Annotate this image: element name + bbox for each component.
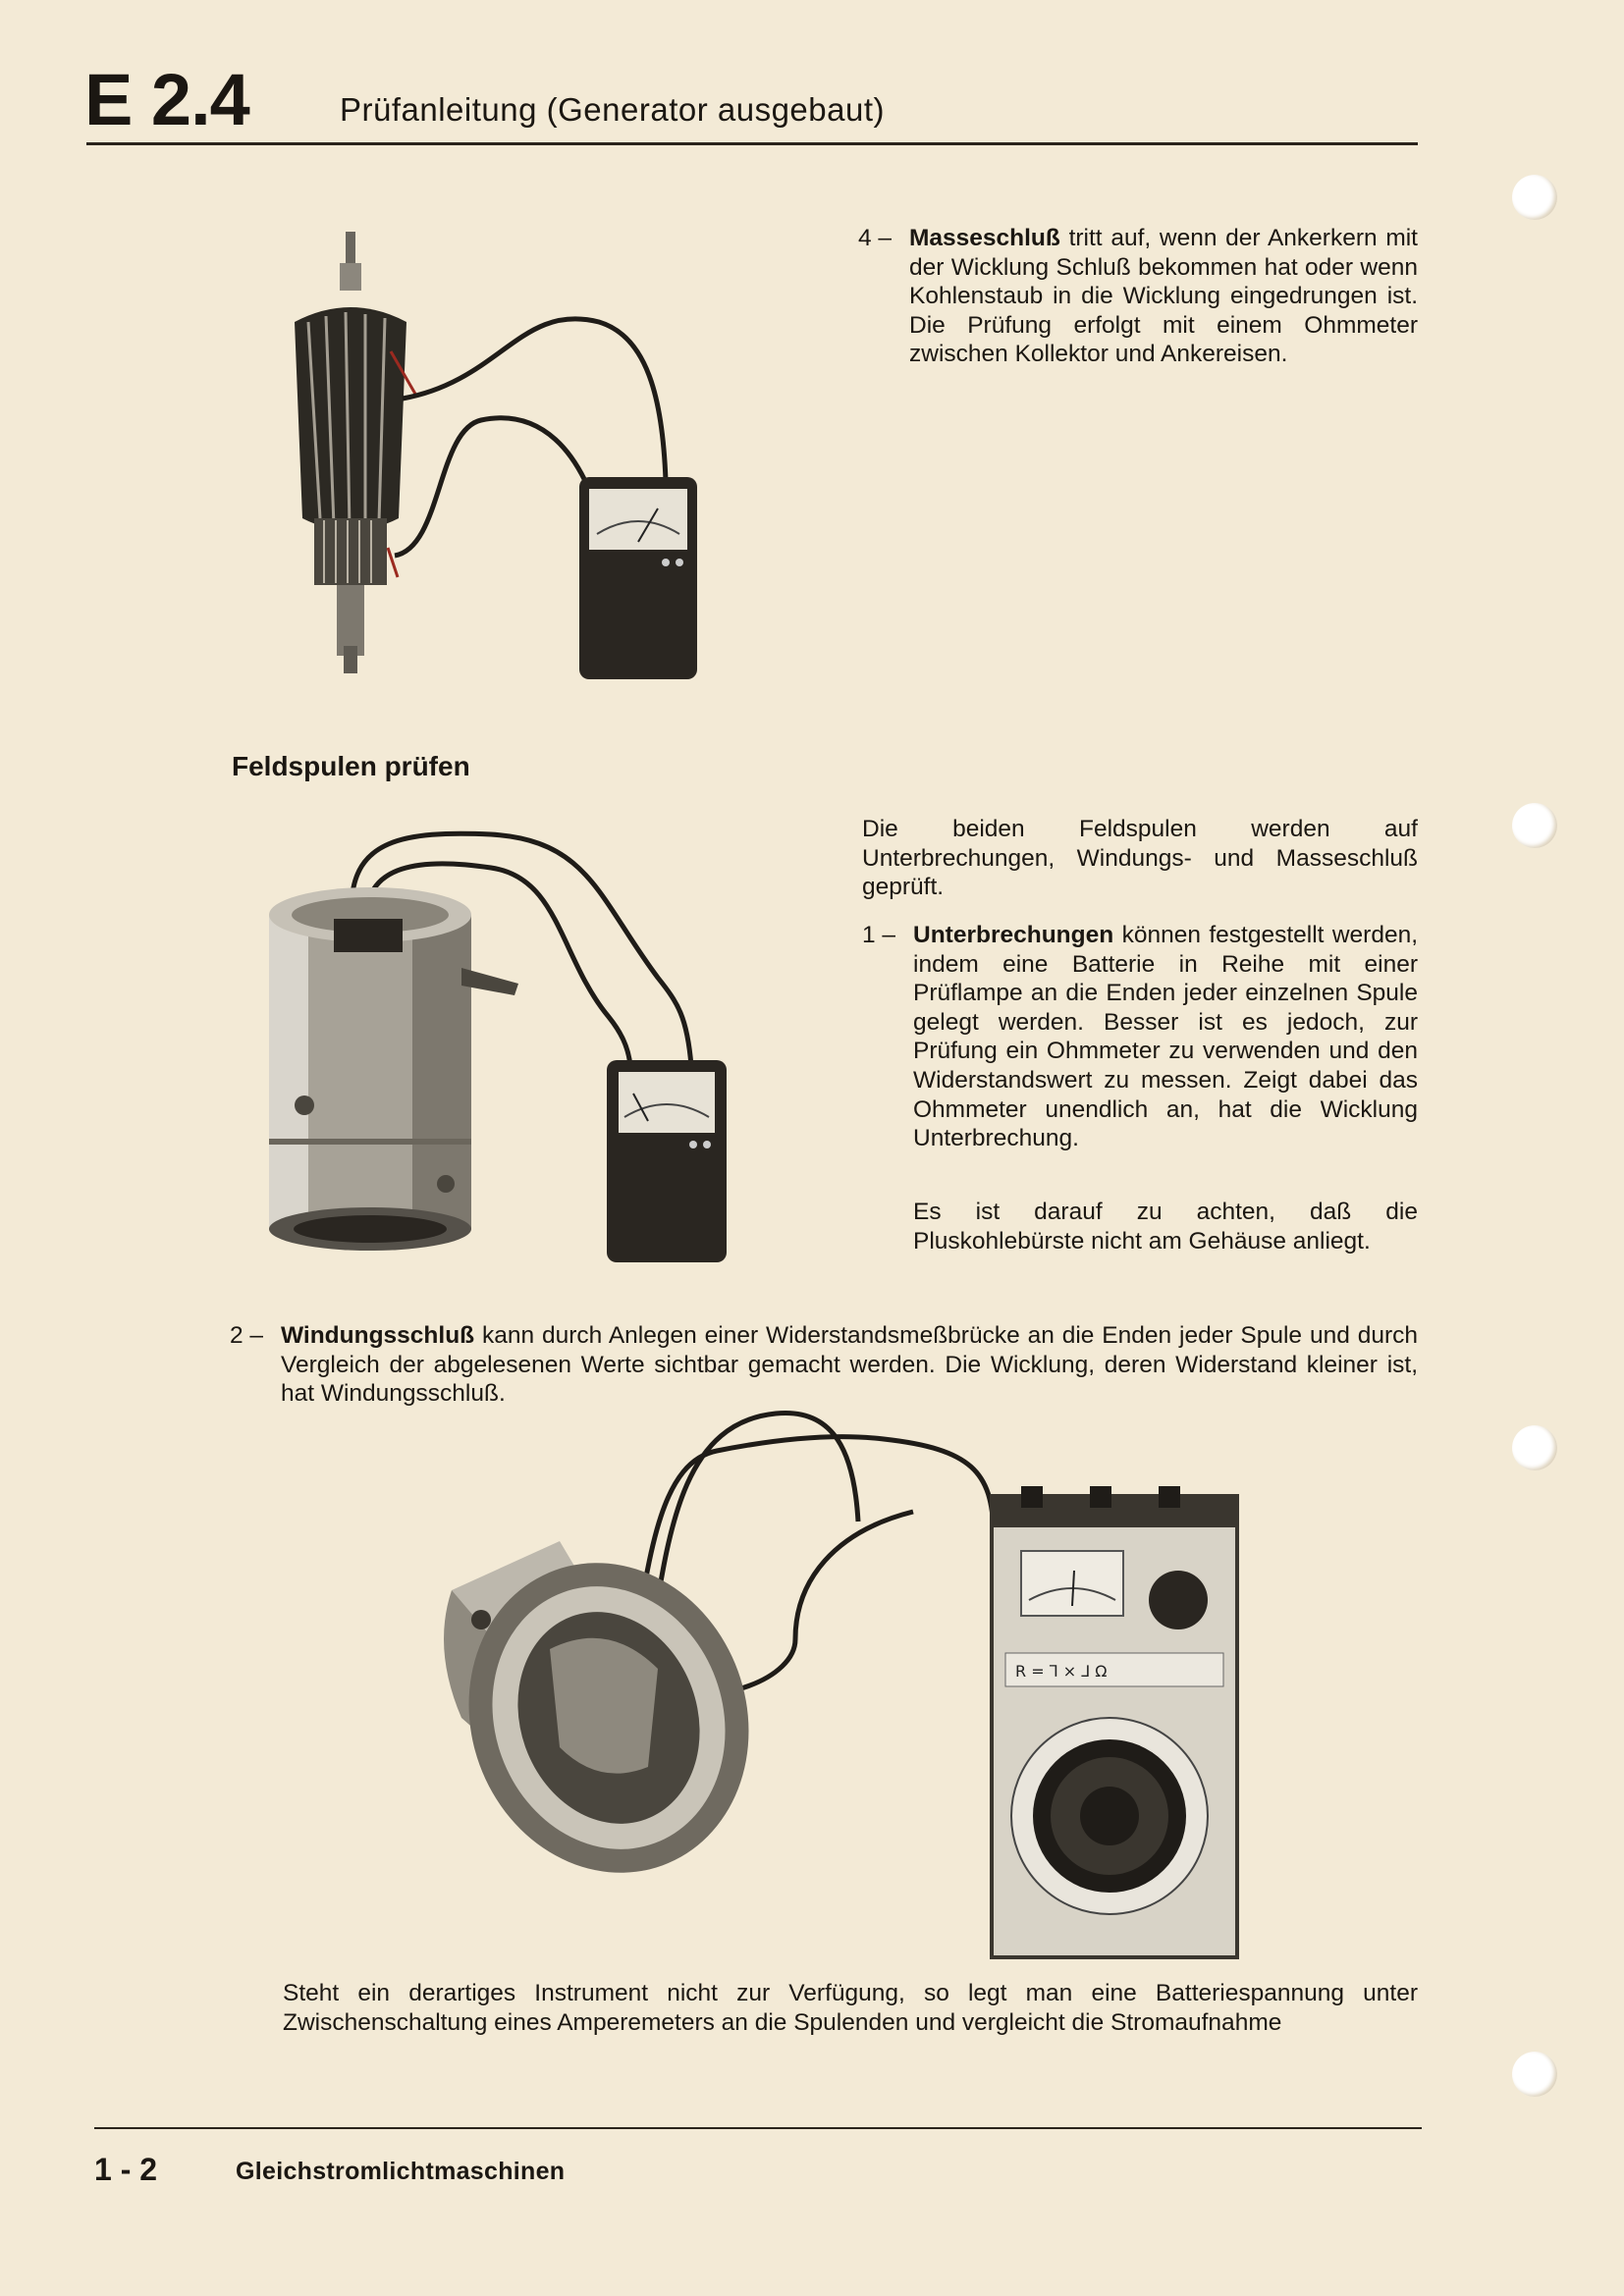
pluskohle-note: Es ist darauf zu achten, daß die Pluskohlebürste nicht am Gehäuse anliegt.	[913, 1199, 1418, 1255]
section-heading-feldspulen: Feldspulen prüfen	[232, 751, 470, 781]
section-number: E 2.4	[84, 59, 249, 140]
fieldcoil-ohmmeter-figure	[265, 821, 766, 1272]
footer-rule	[94, 2127, 1422, 2129]
unterbrechungen-paragraph	[862, 921, 1418, 1153]
punch-hole	[1512, 2052, 1557, 2097]
header-rule	[86, 142, 1418, 145]
bridge-label-row: R = ⅂ × ⅃ Ω	[1015, 1662, 1108, 1681]
bottom-paragraph: Steht ein derartiges Instrument nicht zur Verfügung, so legt man eine Batteriespannung unter Zwischenschaltung eines Amperemeters an die Spulenden und vergleicht die Stromaufnahme	[283, 1980, 1418, 2036]
masseschluss-paragraph	[858, 224, 1418, 369]
page-number: 1 - 2	[94, 2152, 158, 2187]
punch-hole	[1512, 803, 1557, 848]
punch-hole	[1512, 175, 1557, 220]
item-number: 2 –	[230, 1322, 264, 1349]
punch-hole	[1512, 1425, 1557, 1470]
page-title: Prüfanleitung (Generator ausgebaut)	[340, 91, 886, 128]
term-unterbrechungen: Unterbrechungen	[913, 922, 1114, 948]
footer-chapter-title: Gleichstromlichtmaschinen	[236, 2158, 566, 2185]
windungsschluss-text: kann durch Anlegen einer Widerstandsmeßbrücke an die Enden jeder Spule und durch Vergleich der abgelesenen Werte sichtbar gemacht werden. Die Wicklung, deren Widerstand kleiner ist, hat Windungsschluß.	[281, 1322, 1418, 1408]
masseschluss-text: tritt auf, wenn der Ankerkern mit der Wicklung Schluß bekommen hat oder wenn Kohlenstaub in die Wicklung eingedrungen ist. Die Prüfung erfolgt mit einem Ohmmeter zwischen Kollektor und Ankereisen.	[909, 225, 1418, 368]
term-masseschluss: Masseschluß	[909, 225, 1060, 251]
item-number: 4 –	[858, 225, 893, 251]
unterbrechungen-text: können festgestellt werden, indem eine Batterie in Reihe mit einer Prüflampe an die Enden jeder einzelnen Spule gelegt werden. Besser ist es jedoch, zur Prüfung ein Ohmmeter zu verwenden und den Widerstandswert zu messen. Zeigt dabei das Ohmmeter unendlich an, hat die Wicklung Unterbrechung.	[913, 922, 1418, 1152]
item-number: 1 –	[862, 922, 896, 948]
armature-ohmmeter-figure	[226, 224, 776, 685]
term-windungsschluss: Windungsschluß	[281, 1322, 475, 1349]
feldspulen-intro: Die beiden Feldspulen werden auf Unterbrechungen, Windungs- und Masseschluß geprüft.	[862, 816, 1418, 901]
housing-bridge-figure	[422, 1394, 1247, 1963]
